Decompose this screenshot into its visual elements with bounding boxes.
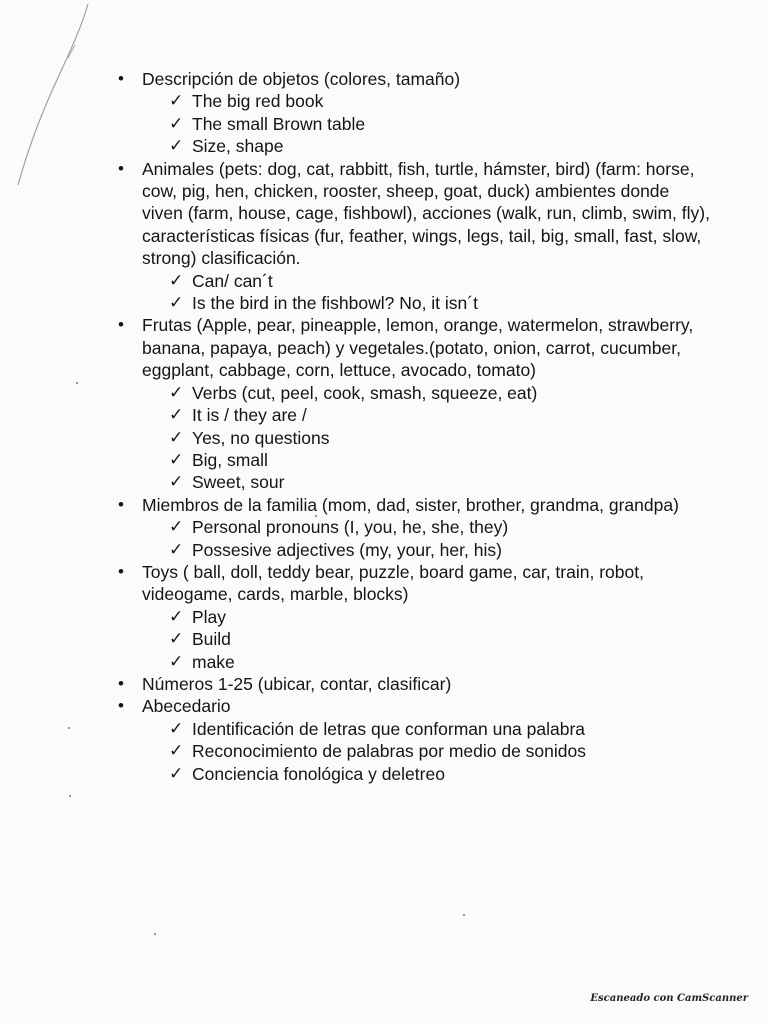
topic-text: Descripción de objetos (colores, tamaño) [142,69,461,89]
checklist-item [142,763,712,785]
checklist-item-text: Verbs (cut, peel, cook, smash, squeeze, eat) [192,382,538,403]
checklist-item-text: Identificación de letras que conforman una palabra [192,718,586,739]
checklist-item-text: Can/ can´t [192,270,273,291]
checkmark-icon: ✓ [169,472,184,492]
checklist-item-text: Big, small [192,449,268,470]
bullet-icon: • [118,696,124,716]
checkmark-icon: ✓ [169,539,184,559]
checklist-item-text: Possesive adjectives (my, your, her, his) [192,539,502,560]
checklist-item [142,427,712,449]
topic-animales [112,158,712,315]
checklist-item [142,539,712,561]
scan-speck [76,382,78,384]
topic-descripcion-objetos [112,68,712,158]
checklist-item [142,449,712,471]
checkmark-icon: ✓ [169,449,184,469]
checklist-item-text: Build [192,629,231,650]
checklist-item-text: Play [192,606,227,627]
checklist-item [142,628,712,650]
bullet-icon: • [118,69,124,88]
checkmark-icon: ✓ [169,741,184,761]
checklist-item [142,90,712,112]
checkmark-icon: ✓ [169,91,184,111]
checkmark-icon: ✓ [169,382,184,402]
topic-text: Números 1-25 (ubicar, contar, clasificar) [142,673,452,694]
checklist-item-text: The small Brown table [192,113,366,134]
bullet-icon: • [118,494,124,514]
scan-speck [68,727,70,729]
checklist-item [142,404,712,426]
checkmark-icon: ✓ [169,651,184,671]
topic-familia [112,494,712,561]
checkmark-icon: ✓ [169,629,184,649]
scan-speck [69,795,71,797]
topic-frutas [112,314,712,493]
checklist-item [142,270,712,292]
checklist-item [142,382,712,404]
checklist [142,606,712,673]
checklist-item [142,606,712,628]
topic-text: Frutas (Apple, pear, pineapple, lemon, orange, watermelon, strawberry, banana, papaya, peach) y vegetales.(potato, onion, carrot, cucumber, eggplant, cabbage, corn, lettuce, avocado, tomato) [142,315,694,381]
scanned-document [112,68,712,785]
checkmark-icon: ✓ [169,763,184,783]
checklist-item [142,471,712,493]
bullet-icon: • [118,673,124,693]
checklist-item [142,516,712,538]
checklist [142,382,712,494]
topic-text: Abecedario [142,696,231,717]
topic-text: Animales (pets: dog, cat, rabbitt, fish, turtle, hámster, bird) (farm: horse, cow, pig, hen, chicken, rooster, sheep, goat, duck) ambientes donde viven (farm, house, cage, fishbowl), acciones (walk, run, climb, swim, fly), características físicas (fur, feather, wings, legs, tail, big, small, fast, slow, strong) clasificación. [142,158,710,269]
checklist-item-text: make [192,651,235,672]
bullet-icon: • [118,561,124,581]
checkmark-icon: ✓ [169,293,184,313]
checklist [142,718,712,785]
checklist-item [142,135,712,157]
checklist-item-text: Size, shape [192,136,284,157]
checklist-item-text: Sweet, sour [192,472,285,493]
checkmark-icon: ✓ [169,718,184,738]
checklist-item-text: Conciencia fonológica y deletreo [192,763,445,784]
topic-text: Miembros de la familia (mom, dad, sister, brother, grandma, grandpa) [142,494,679,515]
checklist-item-text: Personal pronouns (I, you, he, she, they) [192,517,509,538]
checklist-item-text: It is / they are / [192,405,307,426]
checkmark-icon: ✓ [169,606,184,626]
checkmark-icon: ✓ [169,136,184,156]
checklist-item [142,651,712,673]
bullet-icon: • [118,158,124,178]
checkmark-icon: ✓ [169,405,184,425]
checkmark-icon: ✓ [169,270,184,290]
checkmark-icon: ✓ [169,517,184,537]
checklist-item [142,113,712,135]
checklist-item-text: The big red book [192,91,324,112]
bullet-icon: • [118,315,124,335]
scan-speck [154,933,156,935]
checklist-item-text: Is the bird in the fishbowl? No, it isn´t [192,293,478,314]
scanner-footer: Escaneado con CamScanner [590,993,748,1004]
checklist [142,516,712,561]
topic-abecedario [112,695,712,785]
checkmark-icon: ✓ [169,113,184,133]
topic-toys [112,561,712,673]
checklist [142,270,712,315]
checklist-item [142,292,712,314]
scan-speck [463,914,465,916]
checklist-item [142,740,712,762]
topic-numeros [112,673,712,695]
checklist-item [142,718,712,740]
topic-text: Toys ( ball, doll, teddy bear, puzzle, board game, car, train, robot, videogame, cards, marble, blocks) [142,561,644,605]
checklist [142,90,712,157]
checkmark-icon: ✓ [169,427,184,447]
checklist-item-text: Yes, no questions [192,427,330,448]
checklist-item-text: Reconocimiento de palabras por medio de sonidos [192,741,586,762]
